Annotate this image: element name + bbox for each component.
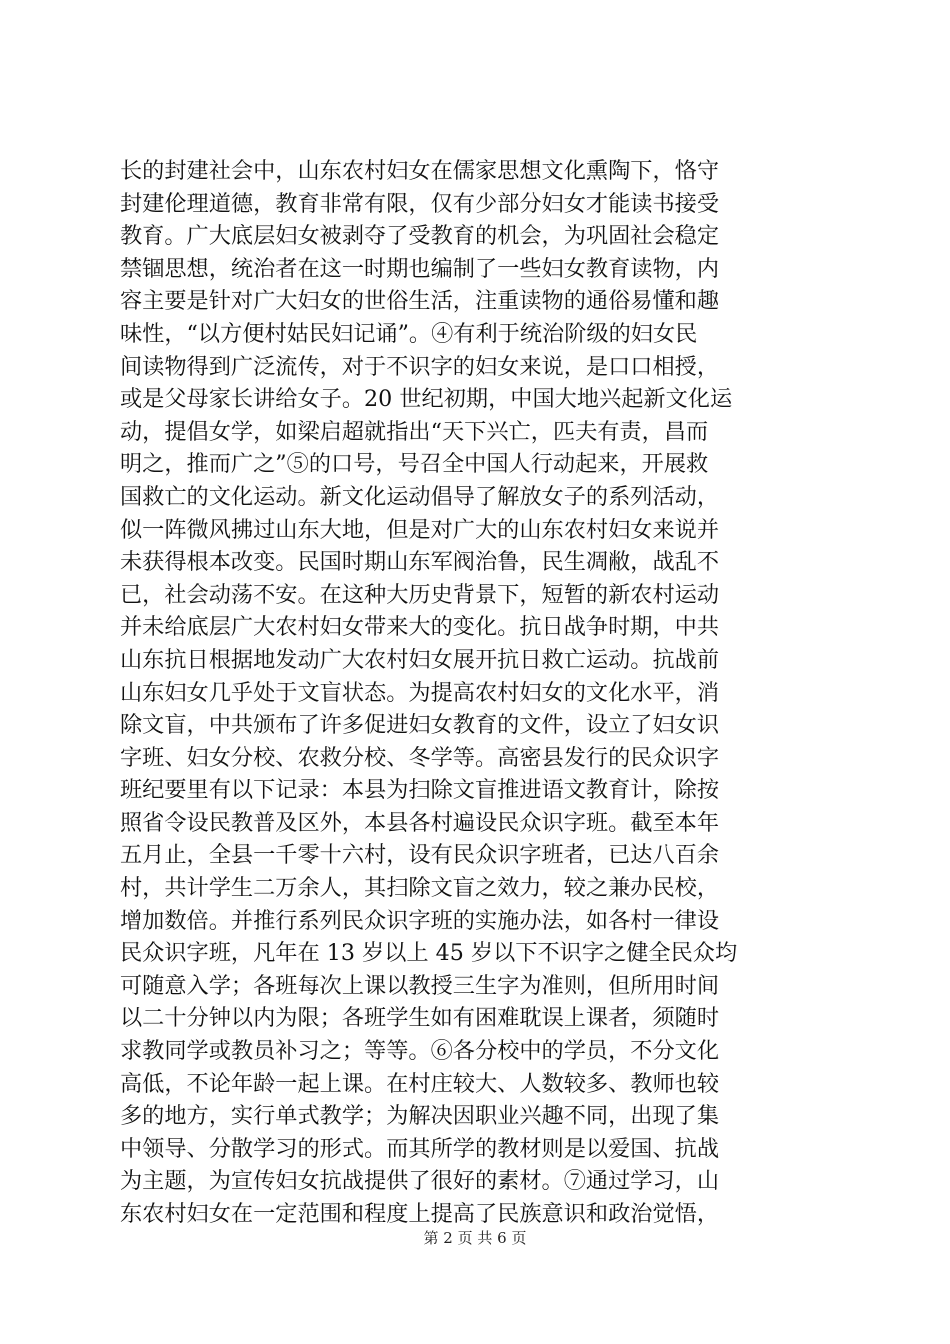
text-line: 可随意入学；各班每次上课以教授三生字为准则，但所用时间 [120, 972, 720, 999]
text-line: 高低，不论年龄一起上课。在村庄较大、人数较多、教师也较 [120, 1070, 720, 1097]
text-line: 似一阵微风拂过山东大地，但是对广大的山东农村妇女来说并 [120, 516, 720, 543]
text-line: 照省令设民教普及区外，本县各村遍设民众识字班。截至本年 [120, 809, 720, 836]
text-line: 明之，推而广之”⑤的口号，号召全中国人行动起来，开展救 [120, 451, 709, 478]
text-line: 字班、妇女分校、农救分校、冬学等。高密县发行的民众识字 [120, 744, 720, 771]
body-text [120, 155, 832, 1231]
text-line: 除文盲，中共颁布了许多促进妇女教育的文件，设立了妇女识 [120, 712, 720, 739]
text-line: 山东妇女几乎处于文盲状态。为提高农村妇女的文化水平，消 [120, 679, 720, 706]
text-line: 未获得根本改变。民国时期山东军阀治鲁，民生凋敝，战乱不 [120, 549, 720, 576]
text-line: 增加数倍。并推行系列民众识字班的实施办法，如各村一律设 [120, 907, 720, 934]
text-line: 以二十分钟以内为限；各班学生如有困难耽误上课者，须随时 [120, 1005, 720, 1032]
text-line: 容主要是针对广大妇女的世俗生活，注重读物的通俗易懂和趣 [120, 288, 720, 315]
text-line: 为主题，为宣传妇女抗战提供了很好的素材。⑦通过学习，山 [120, 1168, 720, 1195]
text-line: 求教同学或教员补习之；等等。⑥各分校中的学员，不分文化 [120, 1038, 720, 1065]
text-line: 味性，“以方便村姑民妇记诵”。④有利于统治阶级的妇女民 [120, 320, 698, 347]
text-line: 多的地方，实行单式教学；为解决因职业兴趣不同，出现了集 [120, 1103, 720, 1130]
text-line: 中领导、分散学习的形式。而其所学的教材则是以爱国、抗战 [120, 1135, 720, 1162]
text-line: 长的封建社会中，山东农村妇女在儒家思想文化熏陶下，恪守 [120, 158, 720, 184]
page-footer: 第 2 页 共 6 页 [423, 1229, 527, 1247]
text-line: 教育。广大底层妇女被剥夺了受教育的机会，为巩固社会稳定 [120, 223, 720, 250]
text-line: 或是父母家长讲给女子。20 世纪初期，中国大地兴起新文化运 [120, 386, 733, 413]
text-line: 东农村妇女在一定范围和程度上提高了民族意识和政治觉悟， [120, 1201, 720, 1227]
text-line: 山东抗日根据地发动广大农村妇女展开抗日救亡运动。抗战前 [120, 646, 720, 673]
text-line: 村，共计学生二万余人，其扫除文盲之效力，较之兼办民校， [120, 875, 720, 902]
text-line: 并未给底层广大农村妇女带来大的变化。抗日战争时期，中共 [120, 614, 720, 641]
text-line: 国救亡的文化运动。新文化运动倡导了解放女子的系列活动， [120, 483, 720, 510]
text-line: 动，提倡女学，如梁启超就指出“天下兴亡，匹夫有责，昌而 [120, 418, 709, 445]
text-line: 已，社会动荡不安。在这种大历史背景下，短暂的新农村运动 [120, 581, 720, 608]
text-line: 禁锢思想，统治者在这一时期也编制了一些妇女教育读物，内 [120, 255, 720, 282]
text-line: 班纪要里有以下记录：本县为扫除文盲推进语文教育计，除按 [120, 777, 720, 804]
text-line: 五月止，全县一千零十六村，设有民众识字班者，已达八百余 [120, 842, 720, 869]
text-line: 民众识字班，凡年在 13 岁以上 45 岁以下不识字之健全民众均 [120, 940, 738, 967]
text-line: 封建伦理道德，教育非常有限，仅有少部分妇女才能读书接受 [120, 190, 720, 217]
text-line: 间读物得到广泛流传，对于不识字的妇女来说，是口口相授， [120, 353, 720, 380]
